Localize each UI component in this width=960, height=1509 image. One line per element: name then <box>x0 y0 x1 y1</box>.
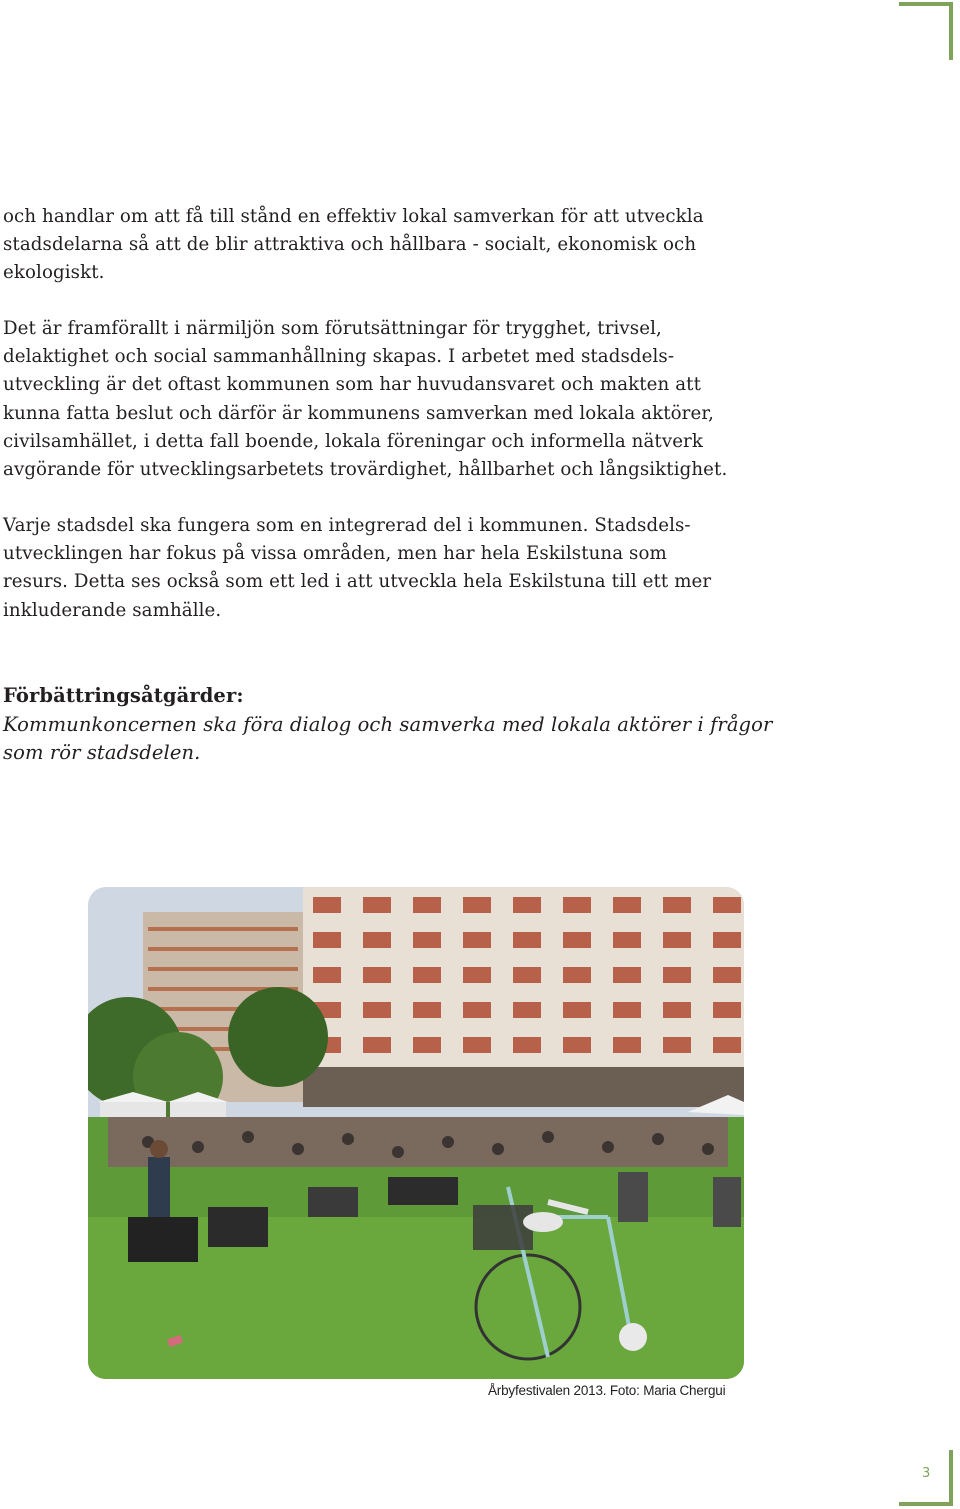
paragraph-line: avgörande för utvecklingsarbetets trovärdighet, hållbarhet och långsiktighet. <box>3 459 728 481</box>
actions-heading: Förbättringsåtgärder: <box>3 684 244 707</box>
paragraph-line: utvecklingen har fokus på vissa områden, men har hela Eskilstuna som <box>3 543 667 565</box>
photo-caption: Årbyfestivalen 2013. Foto: Maria Chergui <box>488 1383 726 1398</box>
paragraph-line: stadsdelarna så att de blir attraktiva och hållbara - socialt, ekonomisk och <box>3 234 697 256</box>
page-number: 3 <box>922 1466 931 1481</box>
paragraph-line: ekologiskt. <box>3 262 105 284</box>
improvement-actions <box>3 682 903 768</box>
paragraph-line: inkluderande samhälle. <box>3 599 222 621</box>
paragraph-line: civilsamhället, i detta fall boende, lokala föreningar och informella nätverk <box>3 430 703 452</box>
paragraph-3 <box>3 512 903 625</box>
paragraph-2 <box>3 315 903 484</box>
paragraph-1 <box>3 203 903 288</box>
paragraph-line: delaktighet och social sammanhållning skapas. I arbetet med stadsdels- <box>3 346 675 368</box>
paragraph-line: Varje stadsdel ska fungera som en integrerad del i kommunen. Stadsdels- <box>3 515 691 536</box>
paragraph-line: utveckling är det oftast kommunen som har huvudansvaret och makten att <box>3 374 701 396</box>
festival-photo <box>88 887 744 1379</box>
corner-bracket-top <box>899 2 953 60</box>
paragraph-line: Det är framförallt i närmiljön som förutsättningar för trygghet, trivsel, <box>3 318 662 339</box>
paragraph-line: kunna fatta beslut och därför är kommunens samverkan med lokala aktörer, <box>3 402 715 424</box>
paragraph-line: resurs. Detta ses också som ett led i att utveckla hela Eskilstuna till ett mer <box>3 571 712 593</box>
actions-line: Kommunkoncernen ska föra dialog och samverka med lokala aktörer i frågor <box>3 712 773 736</box>
paragraph-line: och handlar om att få till stånd en effektiv lokal samverkan för att utveckla <box>3 206 704 227</box>
actions-line: som rör stadsdelen. <box>3 741 201 764</box>
